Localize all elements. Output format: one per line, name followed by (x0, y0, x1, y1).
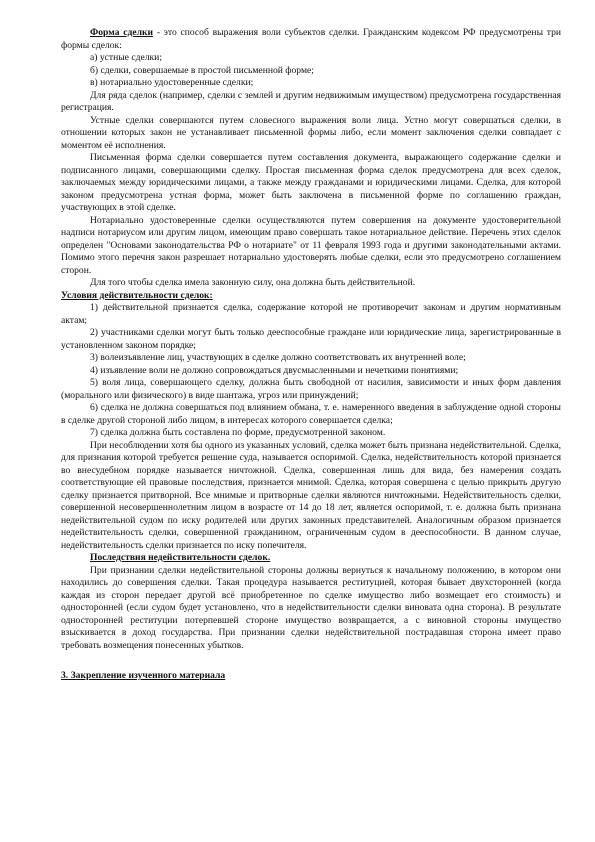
list-item: б) сделки, совершаемые в простой письменной форме; (90, 64, 314, 76)
term-deal-form: Форма сделки (90, 27, 154, 38)
paragraph: Для ряда сделок (например, сделки с землей и другим недвижимым имуществом) предусмотрена государственная регистрация. (61, 89, 561, 113)
validity-conditions-heading: Условия действительности сделок: (61, 289, 213, 301)
condition-item: 3) волеизъявление лиц, участвующих в сделке должно соответствовать их внутренней воле; (90, 352, 466, 363)
definition-text: - это способ выражения воли субъектов сделки. Гражданским кодексом РФ предусмотрены три формы сделок: (61, 27, 562, 51)
paragraph: Письменная форма сделки совершается путем составления документа, выражающего содержание сделки и подписанного лицами, совершающими сделку. Простая письменная форма сделок предусмотрена для всех сделок, заключаемых между юридическими лицами, а также между гражданами и юридическими лицами. Сделка, для которой законом предусмотрена устная форма, может быть заключена в письменной форме по соглашению граждан, участвующих в этой сделке. (61, 152, 561, 213)
paragraph-form-definition (61, 27, 561, 52)
invalidity-consequences-heading: Последствия недействительности сделок. (90, 552, 271, 563)
paragraph: При признании сделки недействительной стороны должны вернуться к начальному положению, в котором они находились до совершения сделки. Такая процедура называется реституцией, которая бывает двухсторонней (когда каждая из сторон передает другой всё приобретенное по сделке имущество либо возмещает его стоимость) и односторонней (если судом будет установлено, что в недействительности сделки виновата одна сторона). В результате односторонней реституции потерпевшей стороне имущество возвращается, а с виновной стороны имущество взыскивается в доход государства. При признании сделки недействительной пострадавшая сторона имеет право требовать возмещения понесенных убытков. (61, 564, 561, 651)
condition-item: 4) изъявление воли не должно сопровождаться двусмысленными и нечеткими понятиями; (90, 364, 459, 376)
condition-item: 2) участниками сделки могут быть только дееспособные граждане или юридические лица, зарегистрированные в установленном законом порядке; (61, 327, 561, 351)
condition-item: 7) сделка должна быть составлена по форме, предусмотренной законом. (90, 427, 386, 438)
condition-item: 6) сделка не должна совершаться под влиянием обмана, т. е. намеренного введения в заблуждение одной стороны в сделке другой стороной либо лицом, в интересах которого совершается сделка; (61, 402, 561, 426)
condition-item: 1) действительной признается сделка, содержание которой не противоречит законам и другим нормативным актам; (61, 302, 561, 326)
paragraph: Для того чтобы сделка имела законную силу, она должна быть действительной. (90, 277, 416, 288)
list-item: в) нотариально удостоверенные сделки; (90, 77, 254, 88)
list-item: а) устные сделки; (90, 52, 162, 63)
paragraph: Нотариально удостоверенные сделки осуществляются путем совершения на документе удостоверительной надписи нотариусом или другим лицом, имеющим право совершать такое нотариальное действие. Перечень этих сделок определен "Основами законодательства РФ о нотариате" от 11 февраля 1993 года и другими законодательными актами. Помимо этого перечня закон разрешает нотариально удостоверять любые сделки, если это предусмотрено соглашением сторон. (61, 214, 561, 276)
section-heading: 3. Закрепление изученного материала (61, 670, 226, 681)
paragraph: При несоблюдении хотя бы одного из указанных условий, сделка может быть признана недействительной. Сделка, для признания которой требуется решение суда, называется оспоримой. Сделка, недействительность которой признается во внесудебном порядке называется ничтожной. Сделка, совершенная лишь для вида, без намерения создать соответствующие ей правовые последствия, признается мнимой. Сделка, которая совершена с целью прикрыть другую сделку признается притворной. Все мнимые и притворные сделки являются ничтожными. Недействительность сделки, совершенной несовершеннолетним лицом в возрасте от 14 до 18 лет, является оспоримой, т. е. должна быть признана недействительной судом по иску родителей или других законных представителей. Аналогичным образом признается недействительность сделки, совершенной гражданином, ограниченным судом в дееспособности. В данном случае, недействительность сделки признается по иску попечителя. (61, 439, 561, 551)
paragraph: Устные сделки совершаются путем словесного выражения воли лица. Устно могут совершаться сделки, в отношении которых закон не устанавливает письменной формы либо, если момент заключения сделки совпадает с моментом её исполнения. (61, 114, 561, 151)
condition-item: 5) воля лица, совершающего сделку, должна быть свободной от насилия, зависимости и иных форм давления (морального или физического) в виде шантажа, угроз или принуждений; (61, 377, 561, 401)
